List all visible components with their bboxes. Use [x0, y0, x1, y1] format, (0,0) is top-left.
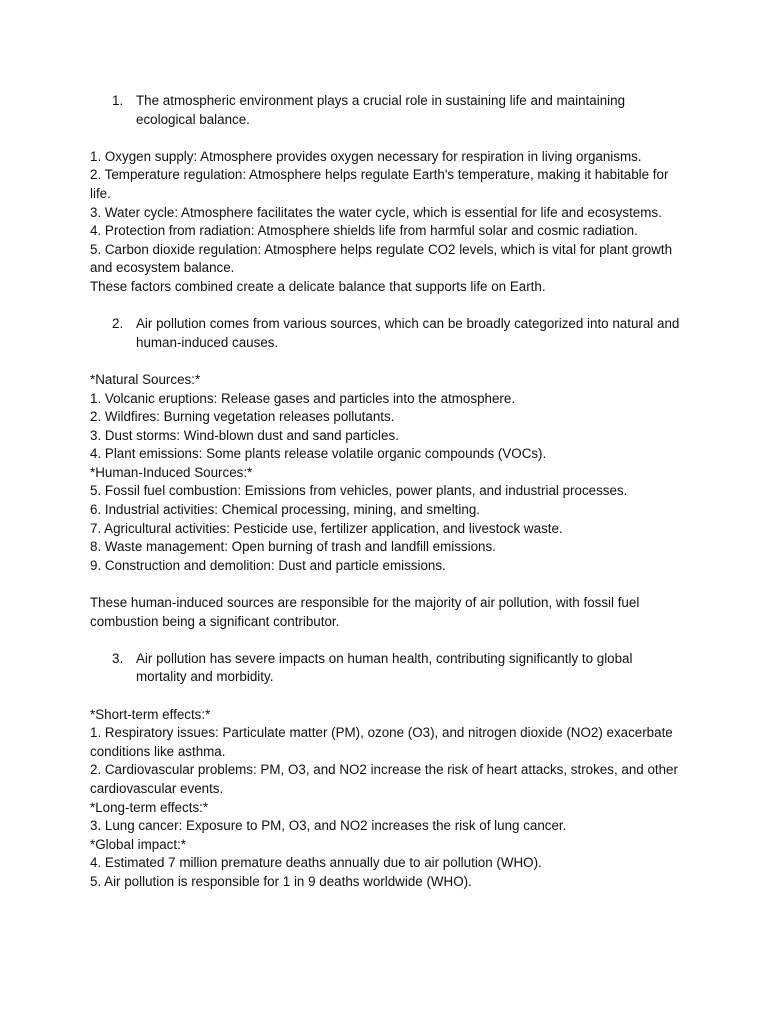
subheading: *Short-term effects:* — [90, 706, 211, 722]
section-body-2 — [90, 371, 680, 576]
body-line: 3. Dust storms: Wind-blown dust and sand particles. — [90, 427, 399, 443]
body-line: 2. Cardiovascular problems: PM, O3, and NO2 increase the risk of heart attacks, strokes, and other cardiovascular events. — [90, 762, 678, 796]
section-heading-text: Air pollution has severe impacts on human health, contributing significantly to global mortality and morbidity. — [136, 650, 633, 685]
body-line: 4. Plant emissions: Some plants release volatile organic compounds (VOCs). — [90, 446, 547, 462]
body-line: 3. Lung cancer: Exposure to PM, O3, and NO2 increases the risk of lung cancer. — [90, 818, 567, 834]
section-heading-2 — [90, 315, 680, 352]
subheading: *Human-Induced Sources:* — [90, 464, 253, 480]
body-line: 5. Carbon dioxide regulation: Atmosphere helps regulate CO2 levels, which is vital for plant growth and ecosystem balance. — [90, 241, 673, 276]
section-body-1 — [90, 148, 680, 297]
section-heading-text: The atmospheric environment plays a crucial role in sustaining life and maintaining ecological balance. — [136, 93, 626, 127]
subheading: *Natural Sources:* — [90, 371, 201, 387]
section-number: 3. — [112, 650, 124, 666]
body-line: 5. Fossil fuel combustion: Emissions from vehicles, power plants, and industrial processes. — [90, 483, 628, 499]
body-line: 6. Industrial activities: Chemical processing, mining, and smelting. — [90, 502, 480, 518]
body-line: 4. Protection from radiation: Atmosphere shields life from harmful solar and cosmic radiation. — [90, 223, 638, 239]
closing-paragraph: These human-induced sources are responsible for the majority of air pollution, with fossil fuel combustion being a significant contributor. — [90, 595, 640, 629]
section-heading-3 — [90, 650, 680, 687]
section-number: 2. — [112, 316, 124, 332]
body-line: 2. Wildfires: Burning vegetation releases pollutants. — [90, 409, 395, 425]
body-line: 1. Respiratory issues: Particulate matter (PM), ozone (O3), and nitrogen dioxide (NO2) exacerbate conditions like asthma. — [90, 725, 673, 759]
body-line: 3. Water cycle: Atmosphere facilitates the water cycle, which is essential for life and ecosystems. — [90, 204, 662, 220]
body-line: 2. Temperature regulation: Atmosphere helps regulate Earth's temperature, making it habitable for life. — [90, 167, 669, 201]
section-body-3 — [90, 706, 680, 892]
subheading: *Global impact:* — [90, 836, 187, 852]
section-heading-1 — [90, 92, 680, 129]
body-line: 1. Volcanic eruptions: Release gases and particles into the atmosphere. — [90, 390, 516, 406]
body-line: These factors combined create a delicate balance that supports life on Earth. — [90, 278, 546, 294]
section-heading-text: Air pollution comes from various sources, which can be broadly categorized into natural and human-induced causes. — [136, 316, 680, 350]
body-line: 1. Oxygen supply: Atmosphere provides oxygen necessary for respiration in living organisms. — [90, 148, 642, 164]
section-number: 1. — [112, 93, 124, 108]
body-line: 4. Estimated 7 million premature deaths annually due to air pollution (WHO). — [90, 855, 542, 871]
document-page — [90, 92, 680, 892]
subheading: *Long-term effects:* — [90, 799, 209, 815]
body-line: 9. Construction and demolition: Dust and particle emissions. — [90, 557, 446, 573]
body-line: 5. Air pollution is responsible for 1 in 9 deaths worldwide (WHO). — [90, 873, 472, 889]
body-line: 7. Agricultural activities: Pesticide use, fertilizer application, and livestock waste. — [90, 520, 563, 536]
body-line: 8. Waste management: Open burning of trash and landfill emissions. — [90, 539, 496, 555]
